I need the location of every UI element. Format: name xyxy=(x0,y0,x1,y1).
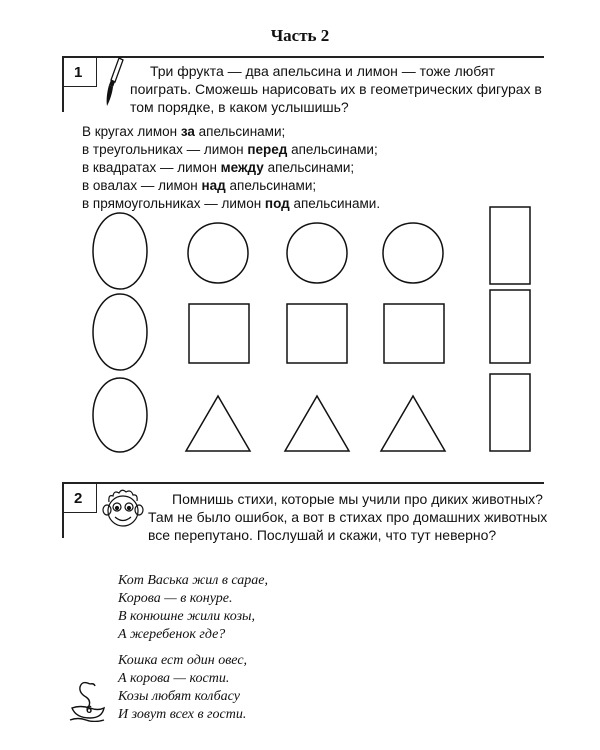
instruction-triangles: в треугольниках — лимон перед апельсинами; xyxy=(82,142,378,157)
instruction-rectangles: в прямоугольниках — лимон под апельсинами. xyxy=(82,196,381,211)
poem-line: А корова — кости. xyxy=(118,671,230,686)
triangle-shape xyxy=(186,396,250,451)
circle-shape xyxy=(287,223,347,283)
smiley-face-icon xyxy=(100,488,146,530)
task2-number-box-right xyxy=(96,482,97,513)
rectangle-shape xyxy=(490,290,530,363)
circle-shape xyxy=(188,223,248,283)
poem-line: А жеребенок где? xyxy=(118,627,226,642)
instruction-squares: в квадратах — лимон между апельсинами; xyxy=(82,160,355,175)
rectangle-shape xyxy=(490,374,530,451)
poem-line: Корова — в конуре. xyxy=(118,591,233,606)
square-shape xyxy=(189,304,249,363)
poem-line: Кошка ест один овес, xyxy=(118,653,248,668)
task2-number: 2 xyxy=(74,490,83,507)
poem-1 xyxy=(118,572,268,644)
task1-number-box-right xyxy=(96,56,97,87)
task1-text xyxy=(130,62,548,116)
square-shape xyxy=(384,304,444,363)
poem-line: И зовут всех в гости. xyxy=(118,707,247,722)
task2-number-box-bottom xyxy=(62,512,97,513)
task2-left-rule xyxy=(62,482,64,538)
poem-2 xyxy=(118,652,247,724)
page-number: 6 xyxy=(86,704,93,716)
shapes-grid xyxy=(0,200,600,460)
poem-line: Кот Васька жил в сарае, xyxy=(118,573,268,588)
task2-text xyxy=(148,490,548,544)
task2-paragraph: Помнишь стихи, которые мы учили про диких животных? Там не было ошибок, а вот в стихах про домашних животных все перепутано. Послушай и скажи, что тут неверно? xyxy=(148,491,548,543)
square-shape xyxy=(287,304,347,363)
instruction-circles: В кругах лимон за апельсинами; xyxy=(82,124,286,139)
task1-paragraph: Три фрукта — два апельсина и лимон — тоже любят поиграть. Сможешь нарисовать их в геометрических фигурах в том порядке, в каком услышишь? xyxy=(130,63,542,115)
task1-number: 1 xyxy=(74,64,83,81)
instruction-ovals: в овалах — лимон над апельсинами; xyxy=(82,178,317,193)
task1-left-rule xyxy=(62,56,64,112)
oval-shape xyxy=(93,294,147,370)
paintbrush-icon xyxy=(102,56,126,108)
oval-shape xyxy=(93,213,147,289)
rectangle-shape xyxy=(490,207,530,284)
triangle-shape xyxy=(285,396,349,451)
page-title: Часть 2 xyxy=(270,26,330,45)
poem-line: Козы любят колбасу xyxy=(118,689,240,704)
task1-number-box-bottom xyxy=(62,86,97,87)
triangle-shape xyxy=(381,396,445,451)
oval-shape xyxy=(93,378,147,452)
circle-shape xyxy=(383,223,443,283)
task2-top-rule xyxy=(62,482,544,484)
poem-line: В конюшне жили козы, xyxy=(118,609,256,624)
task1-top-rule xyxy=(62,56,544,58)
